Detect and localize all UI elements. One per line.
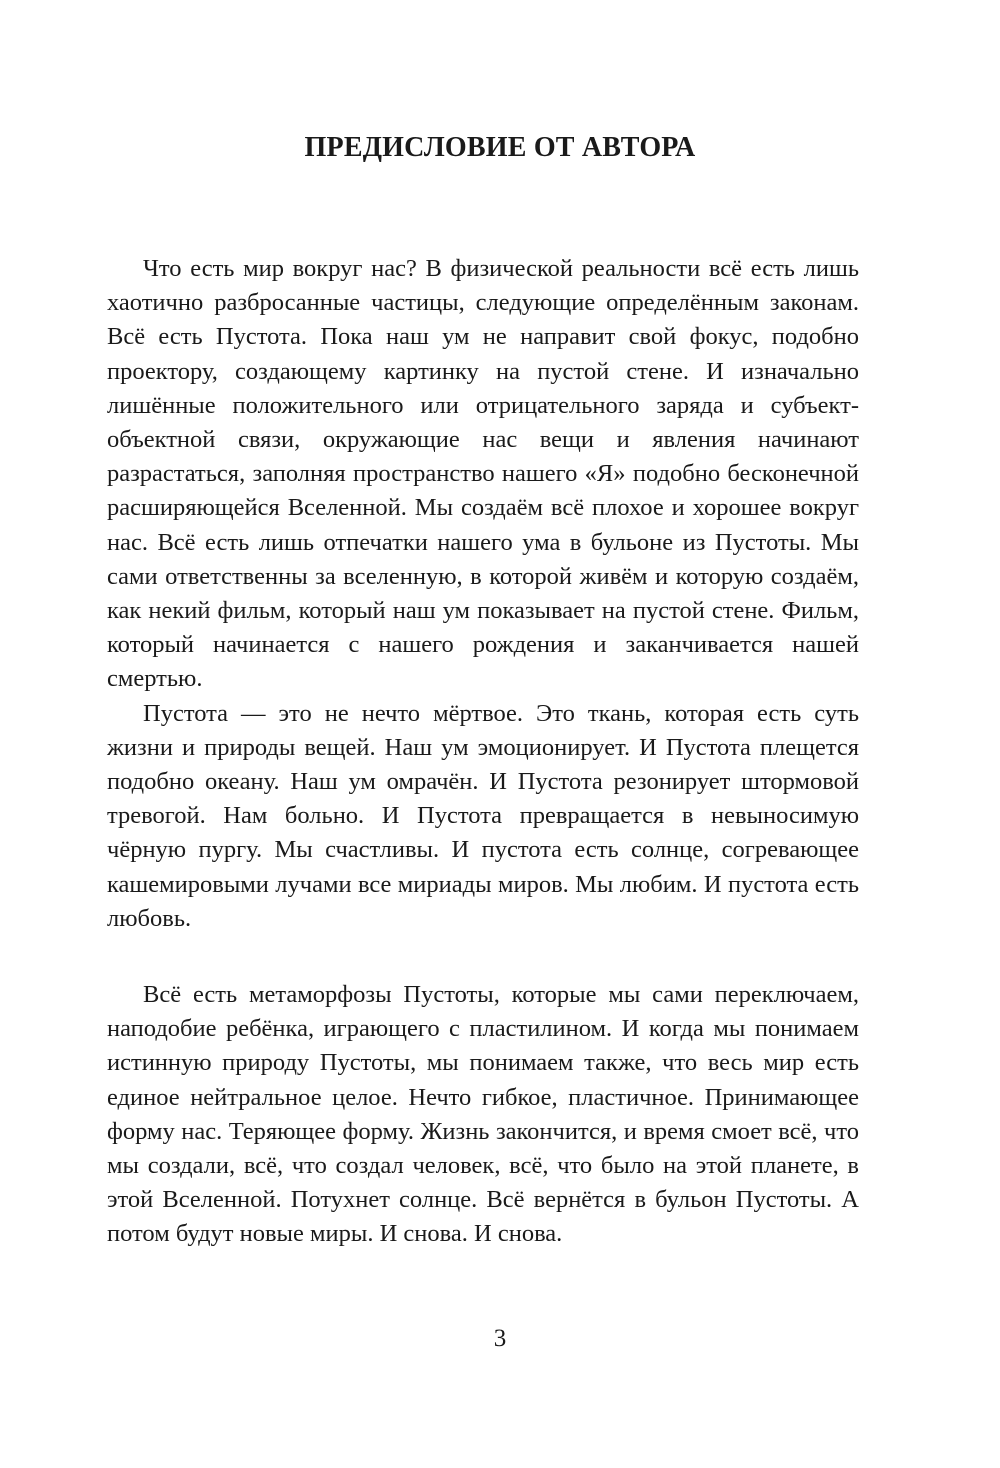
text-block-2 xyxy=(107,978,859,1252)
page-title: ПРЕДИСЛОВИЕ ОТ АВТОРА xyxy=(304,132,696,163)
text-block-1 xyxy=(107,252,859,936)
paragraph-1: Что есть мир вокруг нас? В физической реальности всё есть лишь хаотично разбросанные частицы, следующие определённым законам. Всё есть Пустота. Пока наш ум не направит свой фокус, подобно проектору, создающему картинку на пустой стене. И изначально лишённые положительного или отрицательного заряда и субъект-объектной связи, окружающие нас вещи и явления начинают разрастаться, заполняя пространство нашего «Я» подобно бесконечной расширяющейся Вселенной. Мы создаём всё плохое и хорошее вокруг нас. Всё есть лишь отпечатки нашего ума в бульоне из Пустоты. Мы сами ответственны за вселенную, в которой живём и которую создаём, как некий фильм, который наш ум показывает на пустой стене. Фильм, который начинается с нашего рождения и заканчивается нашей смертью. xyxy=(107,255,859,693)
paragraph-3: Всё есть метаморфозы Пустоты, которые мы сами переключаем, наподобие ребёнка, играющего с пластилином. И когда мы понимаем истинную природу Пустоты, мы понимаем также, что весь мир есть единое нейтральное целое. Нечто гибкое, пластичное. Принимающее форму нас. Теряющее форму. Жизнь закончится, и время смоет всё, что мы создали, всё, что создал человек, всё, что было на этой планете, в этой Вселенной. Потухнет солнце. Всё вернётся в бульон Пустоты. А потом будут новые миры. И снова. И снова. xyxy=(107,981,859,1248)
paragraph-2: Пустота — это не нечто мёртвое. Это ткань, которая есть суть жизни и природы вещей. Наш ум эмоционирует. И Пустота плещется подобно океану. Наш ум омрачён. И Пустота резонирует штормовой тревогой. Нам больно. И Пустота превращается в невыносимую чёрную пургу. Мы счастливы. И пустота есть солнце, согревающее кашемировыми лучами все мириады миров. Мы любим. И пустота есть любовь. xyxy=(107,699,859,932)
page-number: 3 xyxy=(493,1325,507,1352)
